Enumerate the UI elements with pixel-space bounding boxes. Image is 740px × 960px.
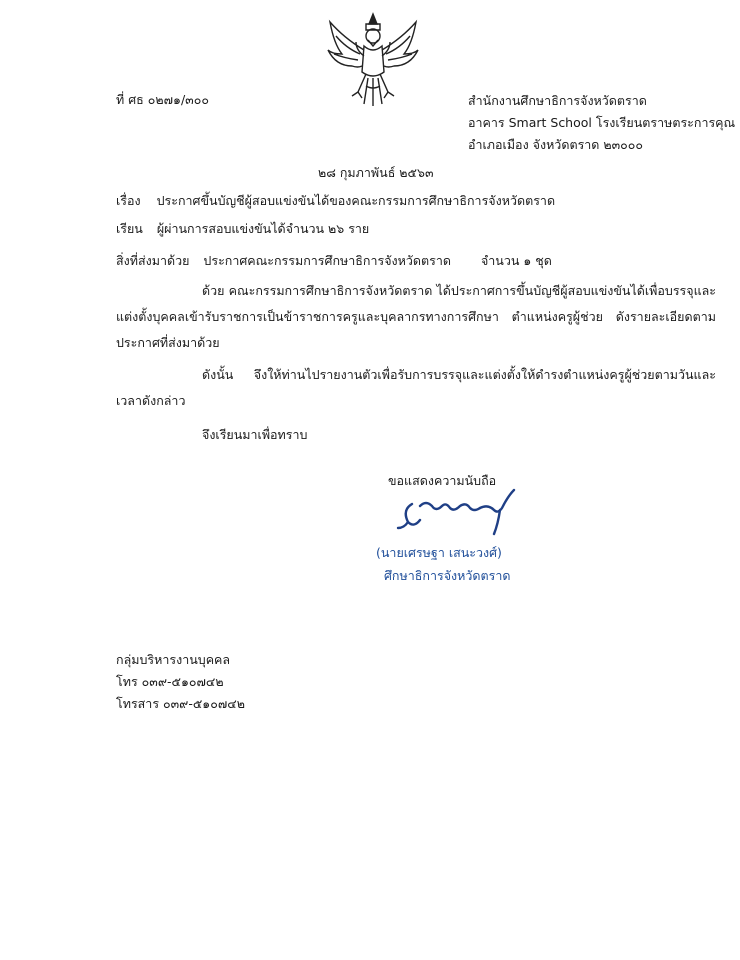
fax-number: โทรสาร ๐๓๙-๕๑๐๗๔๒ — [116, 696, 245, 711]
department-name: กลุ่มบริหารงานบุคคล — [116, 652, 231, 667]
body-paragraph-2-text: ดังนั้น จึงให้ท่านไปรายงานตัวเพื่อรับการบรรจุและแต่งตั้งให้ดำรงตำแหน่งครูผู้ช่วยตามวันและเวลาดังกล่าว — [116, 367, 716, 408]
phone-number: โทร ๐๓๙-๕๑๐๗๔๒ — [116, 674, 224, 689]
recipient-line — [116, 219, 369, 239]
garuda-emblem-icon — [322, 10, 424, 110]
enclosure-text: ประกาศคณะกรรมการศึกษาธิการจังหวัดตราด — [203, 253, 451, 268]
subject-line — [116, 191, 555, 211]
agency-building: อาคาร Smart School โรงเรียนตราษตระการคุณ — [468, 115, 736, 130]
signatory-name: (นายเศรษฐา เสนะวงศ์) — [376, 545, 502, 560]
handwritten-signature — [390, 482, 530, 538]
recipient-text: ผู้ผ่านการสอบแข่งขันได้จำนวน ๒๖ ราย — [156, 221, 370, 236]
document-number: ที่ ศธ ๐๒๗๑/๓๐๐ — [116, 92, 209, 107]
contact-footer — [116, 649, 245, 715]
body-paragraph-1-text: ด้วย คณะกรรมการศึกษาธิการจังหวัดตราด ได้ประกาศการขึ้นบัญชีผู้สอบแข่งขันได้เพื่อบรรจุและแต่งตั้งบุคคลเข้ารับราชการเป็นข้าราชการครูและบุคลากรทางการศึกษา ตำแหน่งครูผู้ช่วย ดังรายละเอียดตามประกาศที่ส่งมาด้วย — [116, 283, 716, 350]
signatory-title: ศึกษาธิการจังหวัดตราด — [384, 568, 511, 583]
regards-text: ขอแสดงความนับถือ — [388, 473, 497, 488]
agency-name: สำนักงานศึกษาธิการจังหวัดตราด — [468, 93, 647, 108]
agency-district: อำเภอเมือง จังหวัดตราด ๒๓๐๐๐ — [468, 137, 644, 152]
agency-address — [468, 90, 735, 156]
enclosure-label: สิ่งที่ส่งมาด้วย — [116, 253, 190, 268]
recipient-label: เรียน — [116, 221, 143, 236]
body-paragraph-1 — [116, 278, 716, 356]
enclosure-quantity: จำนวน ๑ ชุด — [480, 253, 552, 268]
subject-text: ประกาศขึ้นบัญชีผู้สอบแข่งขันได้ของคณะกรรมการศึกษาธิการจังหวัดตราด — [156, 193, 556, 208]
closing-line: จึงเรียนมาเพื่อทราบ — [202, 427, 308, 442]
document-date: ๒๘ กุมภาพันธ์ ๒๕๖๓ — [318, 165, 434, 180]
enclosure-line — [116, 251, 552, 271]
subject-label: เรื่อง — [116, 193, 141, 208]
body-paragraph-2 — [116, 362, 716, 414]
